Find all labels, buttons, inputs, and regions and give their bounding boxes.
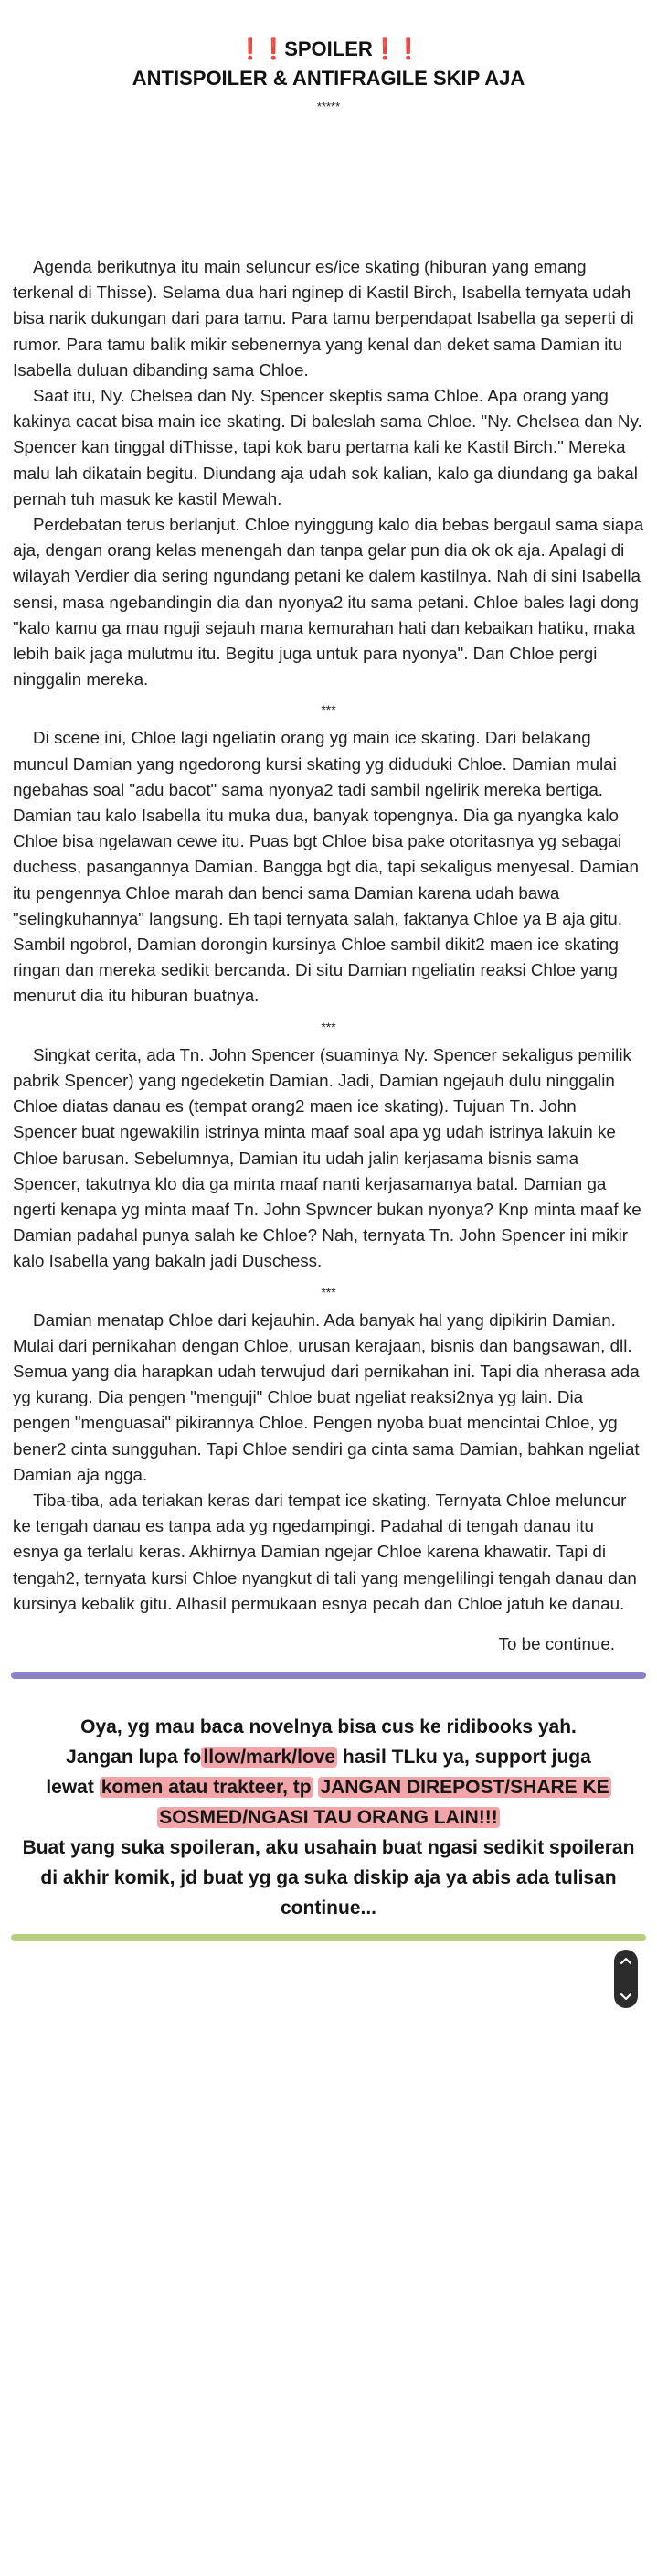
section-separator: *** — [321, 1019, 336, 1034]
highlight-follow: llow/mark/love — [203, 1746, 336, 1768]
note-line: Buat yang suka spoileran, aku usahain buat ngasi sedikit spoileran di akhir komik, jd buat yg ga suka diskip aja ya abis ada tulisan continue... — [22, 1836, 635, 1919]
paragraph: Di scene ini, Chloe lagi ngeliatin orang yg main ice skating. Dari belakang muncul Damian yang ngedorong kursi skating yg diduduki Chloe. Damian mulai ngebahas soal "adu bacot" sama nyonya2 tadi sambil ngelirik mereka bertiga. Damian tau kalo Isabella itu muka dua, banyak topengnya. Dia ga nyangka kalo Chloe bisa ngelawan cewe itu. Puas bgt Chloe bisa pake otoritasnya yg sebagai duchess, pasangannya Damian. Bangga bgt dia, tapi sekaligus menyesal. Damian itu pengennya Chloe marah dan benci sama Damian karena udah bawa "selingkuhannya" langsung. Eh tapi ternyata salah, faktanya Chloe ya B aja gitu. Sambil ngobrol, Damian dorongin kursinya Chloe sambil dikit2 maen ice skating ringan dan mereka sedikit bercanda. Di situ Damian ngeliatin reaksi Chloe yang menurut dia itu hiburan buatnya. — [13, 728, 639, 1006]
article-body — [0, 115, 657, 1657]
scroll-control[interactable] — [614, 1950, 638, 2008]
header — [0, 0, 657, 115]
note-line — [16, 1802, 641, 1833]
translator-note — [0, 1679, 657, 1934]
double-exclamation-icon: ❗❗ — [238, 37, 285, 60]
double-exclamation-icon: ❗❗ — [372, 37, 419, 60]
section-4 — [13, 1308, 644, 1617]
spoiler-title — [0, 35, 657, 64]
divider-bar-top — [11, 1672, 646, 1679]
note-line: Oya, yg mau baca novelnya bisa cus ke ridibooks yah. — [80, 1716, 577, 1737]
section-separator: *** — [321, 702, 336, 718]
page-subtitle: ANTISPOILER & ANTIFRAGILE SKIP AJA — [132, 67, 525, 90]
paragraph: Saat itu, Ny. Chelsea dan Ny. Spencer skeptis sama Chloe. Apa orang yang kakinya cacat bisa main ice skating. Di baleslah sama Chloe. "Ny. Chelsea dan Ny. Spencer kan tinggal diThisse, tapi kok baru pertama kali ke Kastil Birch." Mereka malu lah dikatain begitu. Diundang aja udah sok kalian, kalo ga diundang ga bakal pernah tuh masuk ke kastil Mewah. — [13, 386, 642, 508]
highlight-comment: komen atau trakteer, tp — [101, 1776, 312, 1798]
spoiler-label: SPOILER — [284, 37, 373, 60]
note-line — [16, 1772, 641, 1802]
section-2 — [13, 725, 644, 1009]
divider-bar-bottom — [11, 1934, 646, 1941]
note-text: Jangan lupa fo — [66, 1746, 202, 1768]
paragraph: Perdebatan terus berlanjut. Chloe nyinggung kalo dia bebas bergaul sama siapa aja, dengan orang kelas menengah dan tanpa gelar pun dia ok ok aja. Apalagi di wilayah Verdier dia sering ngundang petani ke dalem kastilnya. Nah di sini Isabella sensi, masa ngebandingin dia dan nyonya2 itu sama petani. Chloe bales lagi dong "kalo kamu ga mau nguji sejauh mana kemurahan hati dan kebaikan hatiku, maka lebih baik jaga mulutmu itu. Begitu juga untuk para nyonya". Dan Chloe pergi ninggalin mereka. — [13, 515, 644, 689]
paragraph: Tiba-tiba, ada teriakan keras dari tempat ice skating. Ternyata Chloe meluncur ke tengah danau es tanpa ada yg ngedampingi. Padahal di tengah danau itu esnya ga terlalu keras. Akhirnya Damian ngejar Chloe karena khawatir. Tapi di tengah2, ternyata kursi Chloe nyangkut di tali yang mengelilingi tengah danau dan kursinya kebalik gitu. Alhasil permukaan esnya pecah dan Chloe jatuh ke danau. — [13, 1490, 637, 1613]
to-be-continued: To be continue. — [498, 1633, 615, 1653]
paragraph: Agenda berikutnya itu main seluncur es/ice skating (hiburan yang emang terkenal di Thisse). Selama dua hari nginep di Kastil Birch, Isabella ternyata udah bisa narik dukungan dari para tamu. Para tamu berpendapat Isabella ga seperti di rumor. Para tamu balik mikir sebenernya yang kenal dan deket sama Damian itu Isabella duluan dibanding sama Chloe. — [13, 257, 634, 379]
note-text: hasil TLku ya, support juga — [337, 1746, 591, 1768]
note-text: lewat — [46, 1776, 100, 1798]
highlight-warning: JANGAN DIREPOST/SHARE KE — [320, 1776, 609, 1798]
section-1 — [13, 254, 644, 692]
section-separator: *** — [321, 1284, 336, 1299]
note-line — [16, 1742, 641, 1772]
highlight-warning: SOSMED/NGASI TAU ORANG LAIN!!! — [159, 1806, 498, 1828]
chevron-up-icon[interactable] — [620, 1957, 631, 1964]
paragraph: Singkat cerita, ada Tn. John Spencer (suaminya Ny. Spencer sekaligus pemilik pabrik Spencer) yang ngedeketin Damian. Jadi, Damian ngejauh dulu ninggalin Chloe diatas danau es (tempat orang2 maen ice skating). Tujuan Tn. John Spencer buat ngewakilin istrinya minta maaf soal apa yg udah istrinya lakuin ke Chloe barusan. Sebelumnya, Damian itu udah jalin kerjasama bisnis sama Spencer, takutnya klo dia ga minta maaf nanti kerjasamanya batal. Damian ga ngerti kenapa yg minta maaf Tn. John Spwncer bukan nyonya? Knp minta maaf ke Damian padahal punya salah ke Chloe? Nah, ternyata Tn. John Spencer ini mikir kalo Isabella yang bakaln jadi Duschess. — [13, 1044, 641, 1271]
chevron-down-icon[interactable] — [620, 1993, 631, 2001]
stars-divider: ***** — [316, 100, 341, 113]
section-3 — [13, 1042, 644, 1275]
paragraph: Damian menatap Chloe dari kejauhin. Ada banyak hal yang dipikirin Damian. Mulai dari pernikahan dengan Chloe, urusan kerajaan, bisnis dan bangsawan, dll. Semua yang dia harapkan udah terwujud dari pernikahan ini. Tapi dia nherasa ada yg kurang. Dia pengen "menguji" Chloe buat ngeliat reaksi2nya yg lain. Dia pengen "menguasai" pikirannya Chloe. Pengen nyoba buat mencintai Chloe, yg bener2 cinta sungguhan. Tapi Chloe sendiri ga cinta sama Damian, bahkan ngeliat Damian aja ngga. — [13, 1309, 640, 1484]
